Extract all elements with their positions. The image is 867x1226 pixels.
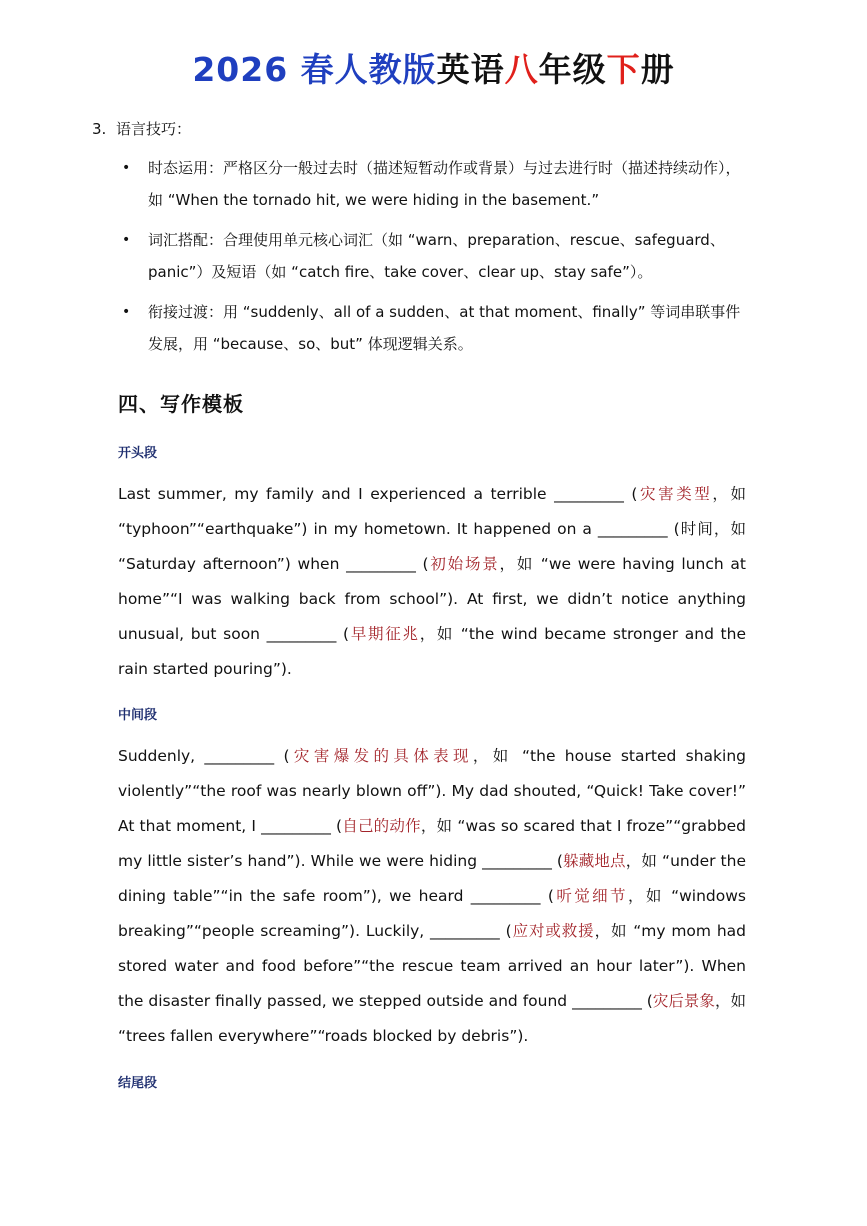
middle-paragraph-label: 中间段 — [118, 708, 158, 723]
list-item — [120, 224, 750, 288]
hint-text: 应对或救援 — [511, 922, 595, 940]
list-item-text: 时态运用：严格区分一般过去时（描述短暂动作或背景）与过去进行时（描述持续动作），如 “When the tornado hit, we were hiding in the basement.” — [148, 159, 741, 209]
text-run: ，如 “windows breaking”“people screaming”). Luckily, _________ ( — [118, 887, 746, 940]
bullet-icon: • — [122, 232, 131, 248]
hint-text: 躲藏地点 — [562, 852, 626, 870]
list-item-text: 词汇搭配：合理使用单元核心词汇（如 “warn、preparation、rescue、safeguard、panic”）及短语（如 “catch fire、take cover、clear up、stay safe”）。 — [148, 231, 725, 281]
text-run: ，如 “typhoon”“earthquake”) in my hometown. It happened on a _________ (时间，如 “Saturday afternoon”) when _________ ( — [118, 485, 746, 573]
title-part-1: 2026 春人教版 — [192, 50, 437, 89]
title-part-6: 册 — [640, 50, 675, 89]
opening-paragraph — [118, 477, 746, 687]
bullet-icon: • — [122, 304, 131, 320]
list-item-text: 衔接过渡：用 “suddenly、all of a sudden、at that moment、finally” 等词串联事件发展，用 “because、so、but” 体现逻辑关系。 — [148, 303, 741, 353]
opening-paragraph-label: 开头段 — [118, 446, 158, 461]
hint-text: 灾害类型 — [637, 485, 713, 503]
language-skills-list — [120, 152, 750, 368]
hint-text: 早期征兆 — [349, 625, 420, 643]
text-run: Last summer, my family and I experienced a terrible _________ ( — [118, 485, 638, 503]
hint-text: 灾害爆发的具体表现 — [289, 747, 473, 765]
page-title — [0, 48, 867, 92]
text-run: ，如 “my mom had stored water and food before”“the rescue team arrived an hour later”). When the disaster finally passed, we stepped outside and found _________ ( — [118, 922, 746, 1010]
list-item — [120, 152, 750, 216]
text-run: ，如 “under the dining table”“in the safe room”), we heard _________ ( — [118, 852, 746, 905]
section-heading-text: 语言技巧： — [116, 120, 192, 138]
section-3-heading — [92, 118, 191, 139]
text-run: ，如 “the wind became stronger and the rain started pouring”). — [118, 625, 746, 678]
hint-text: 灾后景象 — [652, 992, 715, 1010]
text-run: ，如 “was so scared that I froze”“grabbed my little sister’s hand”). While we were hiding _________ ( — [118, 817, 746, 870]
bullet-icon: • — [122, 160, 131, 176]
section-number: 3. — [92, 120, 107, 138]
text-run: ，如 “we were having lunch at home”“I was walking back from school”). At first, we didn’t notice anything unusual, but soon _________ ( — [118, 555, 746, 643]
text-run: ，如 “the house started shaking violently”“the roof was nearly blown off”). My dad shouted, “Quick! Take cover!” At that moment, I _________ ( — [118, 747, 746, 835]
title-part-5: 下 — [606, 50, 641, 89]
title-part-2: 英语 — [436, 50, 505, 89]
section-4-heading: 四、写作模板 — [118, 392, 244, 416]
title-part-4: 年级 — [538, 50, 607, 89]
hint-text: 听觉细节 — [553, 887, 628, 905]
text-run: Suddenly, _________ ( — [118, 747, 290, 765]
title-part-3: 八 — [504, 50, 539, 89]
list-item — [120, 296, 750, 360]
middle-paragraph — [118, 739, 746, 1054]
closing-paragraph-label: 结尾段 — [118, 1076, 158, 1091]
hint-text: 初始场景 — [428, 555, 500, 573]
hint-text: 自己的动作 — [342, 817, 421, 835]
text-run: ，如 “trees fallen everywhere”“roads blocked by debris”). — [118, 992, 746, 1045]
